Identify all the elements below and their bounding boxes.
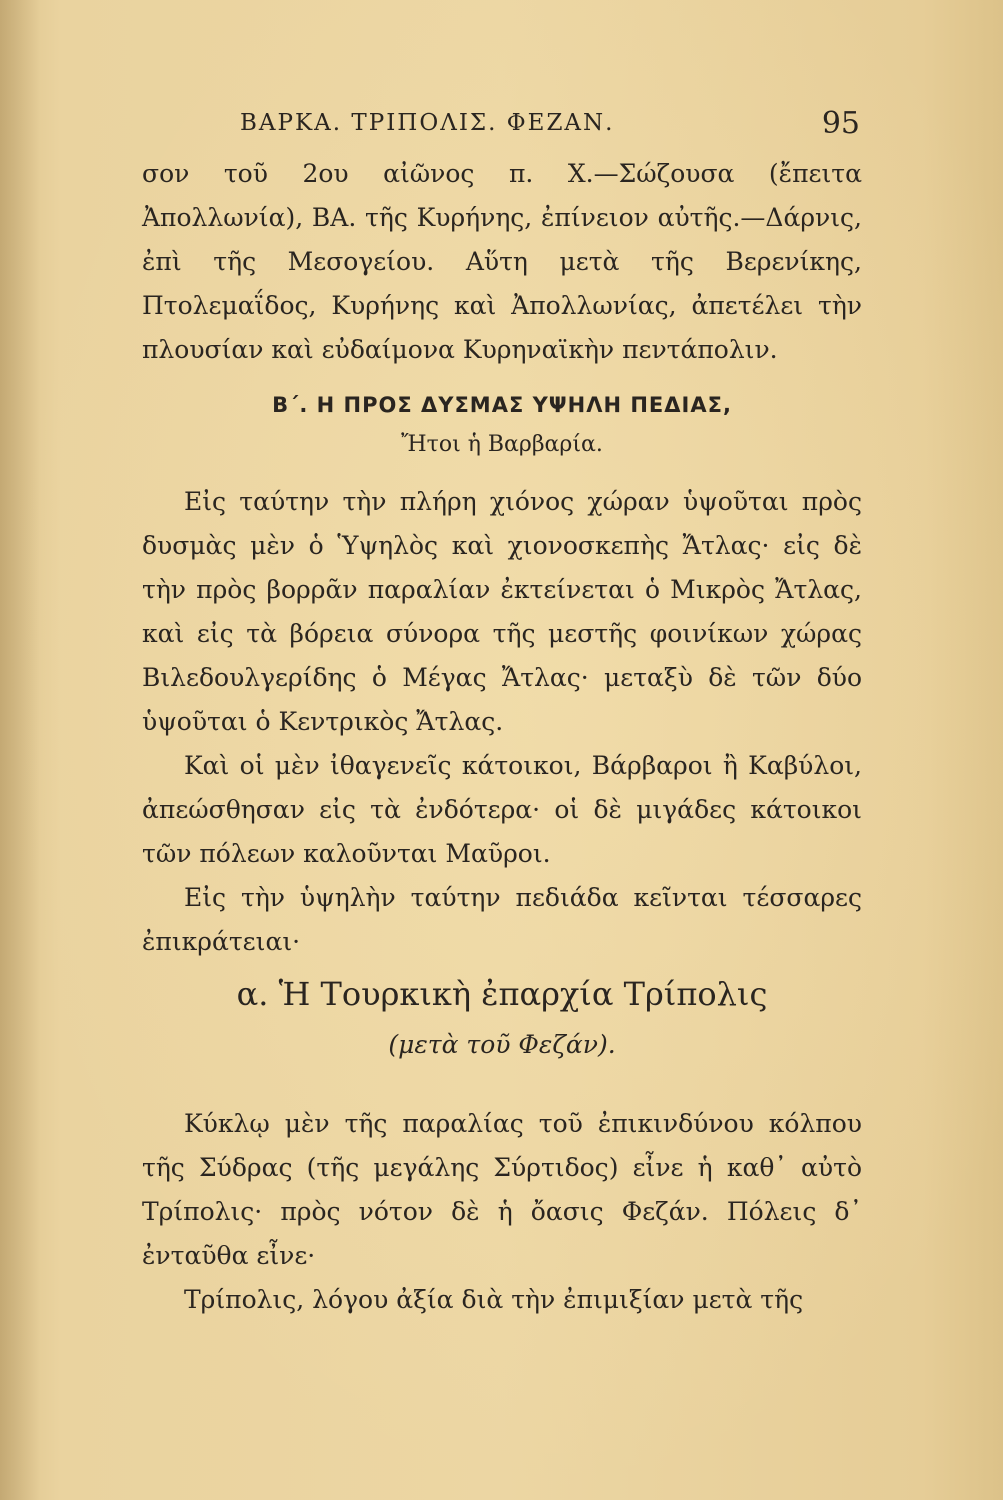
subsection-subtitle: (μετὰ τοῦ Φεζάν).	[388, 1030, 616, 1059]
paragraph-block-top	[142, 152, 862, 372]
subsection-title: α. Ἡ Τουρκικὴ ἐπαρχία Τρίπολις	[236, 975, 768, 1013]
section-subtitle: Ἤτοι ἡ Βαρβαρία.	[401, 432, 603, 457]
paragraph: Τρίπολις, λόγου ἀξία διὰ τὴν ἐπιμιξίαν μετὰ τῆς	[184, 1285, 804, 1314]
paragraph: Κύκλῳ μὲν τῆς παραλίας τοῦ ἐπικινδύνου κόλπου τῆς Σύδρας (τῆς μεγάλης Σύρτιδος) εἶνε ἡ καθ᾿ αὐτὸ Τρίπολις· πρὸς νότον δὲ ἡ ὄασις Φεζάν. Πόλεις δ᾿ ἐνταῦθα εἶνε·	[142, 1109, 862, 1270]
paragraph-block-middle	[142, 480, 862, 964]
paragraph: Καὶ οἱ μὲν ἰθαγενεῖς κάτοικοι, Βάρβαροι ἢ Καβύλοι, ἀπεώσθησαν εἰς τὰ ἐνδότερα· οἱ δὲ μιγάδες κάτοικοι τῶν πόλεων καλοῦνται Μαῦροι.	[142, 751, 862, 868]
paragraph-block-bottom	[142, 1102, 862, 1322]
section-title: Β΄. Η ΠΡΟΣ ΔΥΣΜΑΣ ΥΨΗΛΗ ΠΕΔΙΑΣ,	[272, 393, 732, 417]
running-head: ΒΑΡΚΑ. ΤΡΙΠΟΛΙΣ. ΦΕΖΑΝ.	[240, 110, 615, 136]
page-header	[140, 106, 860, 146]
paragraph: Εἰς τὴν ὑψηλὴν ταύτην πεδιάδα κεῖνται τέσσαρες ἐπικράτειαι·	[142, 883, 862, 956]
page-number: 95	[821, 106, 860, 141]
spine-shadow	[0, 0, 40, 1500]
paragraph: Εἰς ταύτην τὴν πλήρη χιόνος χώραν ὑψοῦται πρὸς δυσμὰς μὲν ὁ Ὑψηλὸς καὶ χιονοσκεπὴς Ἄτλας· εἰς δὲ τὴν πρὸς βορρᾶν παραλίαν ἐκτείνεται ὁ Μικρὸς Ἄτλας, καὶ εἰς τὰ βόρεια σύνορα τῆς μεστῆς φοινίκων χώρας Βιλεδουλγερίδης ὁ Μέγας Ἄτλας· μεταξὺ δὲ τῶν δύο ὑψοῦται ὁ Κεντρικὸς Ἄτλας.	[142, 487, 862, 736]
paragraph: σον τοῦ 2ου αἰῶνος π. Χ.—Σώζουσα (ἔπειτα Ἀπολλωνία), ΒΑ. τῆς Κυρήνης, ἐπίνειον αὐτῆς.—Δάρνις, ἐπὶ τῆς Μεσογείου. Αὕτη μετὰ τῆς Βερενίκης, Πτολεμαΐδος, Κυρήνης καὶ Ἀπολλωνίας, ἀπετέλει τὴν πλουσίαν καὶ εὐδαίμονα Κυρηναϊκὴν πεντάπολιν.	[142, 159, 862, 364]
